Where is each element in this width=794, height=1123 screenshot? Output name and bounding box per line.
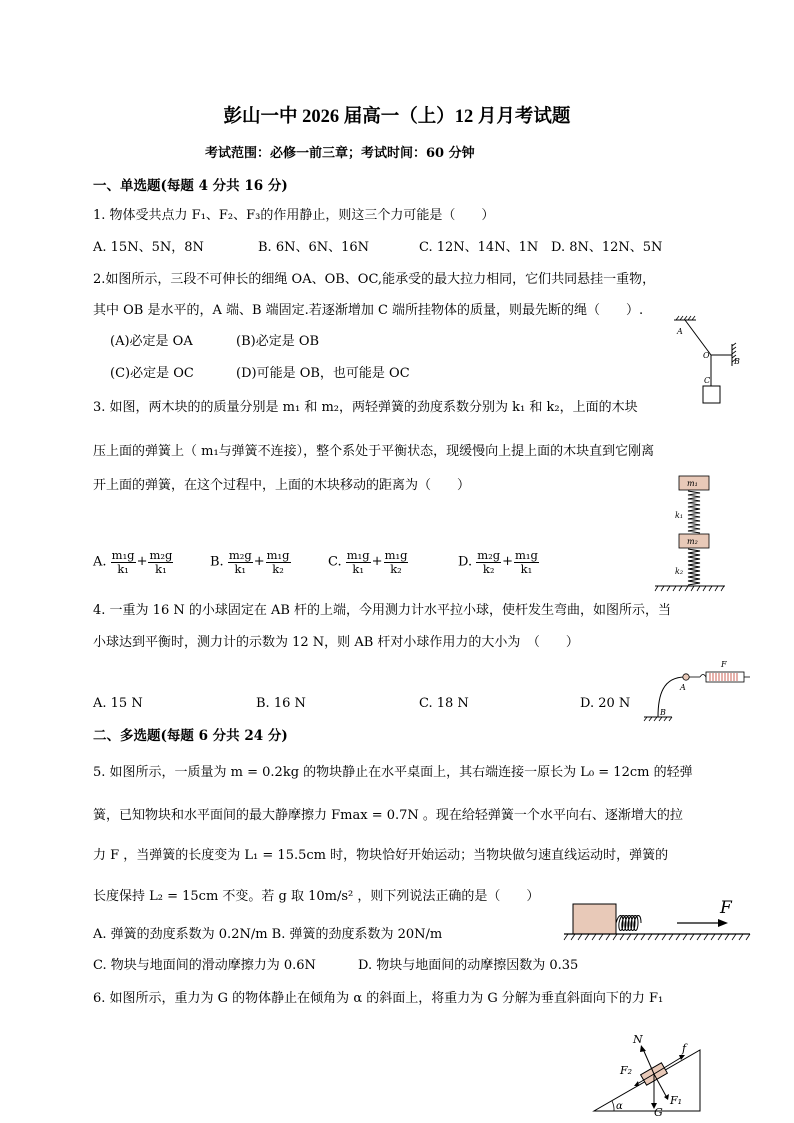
fraction: $\frac{\text{m₁g}}{\text{k₁}}$ xyxy=(346,547,370,576)
fraction: $\frac{\text{m₁g}}{\text{k₂}}$ xyxy=(384,547,408,576)
q4-option-a: A. 15 N xyxy=(93,696,143,711)
q3-option-d-letter: D. xyxy=(458,554,473,570)
q1-option-b: B. 6N、6N、16N xyxy=(258,240,370,255)
q6-incline-figure xyxy=(588,1030,708,1118)
q2-stem-line2: 其中 OB 是水平的，A 端、B 端固定.若逐渐增加 C 端所挂物体的质量，则最先断的绳（ ）. xyxy=(93,303,644,318)
q6-label-g: G xyxy=(654,1106,663,1118)
fraction: $\frac{\text{m₂g}}{\text{k₂}}$ xyxy=(477,547,501,576)
q3-option-a: A. $\frac{\text{m₁g}}{\text{k₁}}$ + $\frac{\text{m₂g}}{\text{k₁}}$ xyxy=(93,547,173,576)
fraction: $\frac{\text{m₁g}}{\text{k₁}}$ xyxy=(111,547,135,576)
q5-block-spring-figure xyxy=(560,893,755,945)
q5-stem-line1: 5. 如图所示，一质量为 m = 0.2kg 的物块静止在水平桌面上，其右端连接一原长为 L₀ = 12cm 的轻弹 xyxy=(93,765,693,780)
q4-stem-line2: 小球达到平衡时，测力计的示数为 12 N，则 AB 杆对小球作用力的大小为 （ ） xyxy=(93,635,579,650)
q3-label-k2: k₂ xyxy=(675,567,684,576)
q2-stem-line1: 2.如图所示，三段不可伸长的细绳 OA、OB、OC,能承受的最大拉力相同，它们共同悬挂一重物， xyxy=(93,272,656,287)
q5-option-ab: A. 弹簧的劲度系数为 0.2N/m B. 弹簧的劲度系数为 20N/m xyxy=(93,927,443,942)
q3-option-c-letter: C. xyxy=(328,554,342,570)
q3-option-c: C. $\frac{\text{m₁g}}{\text{k₁}}$ + $\frac{\text{m₁g}}{\text{k₂}}$ xyxy=(328,547,408,576)
section-heading-multi-choice: 二、多选题(每题 6 分共 24 分) xyxy=(93,728,288,744)
q3-option-d: D. $\frac{\text{m₂g}}{\text{k₂}}$ + $\frac{\text{m₁g}}{\text{k₁}}$ xyxy=(458,547,538,576)
q6-stem-line1: 6. 如图所示，重力为 G 的物体静止在倾角为 α 的斜面上，将重力为 G 分解为垂直斜面向下的力 F₁ xyxy=(93,991,664,1006)
q2-label-a: A xyxy=(677,327,683,336)
q1-option-d: D. 8N、12N、5N xyxy=(551,240,663,255)
q3-option-b-letter: B. xyxy=(210,554,224,570)
q4-option-b: B. 16 N xyxy=(256,696,306,711)
fraction: $\frac{\text{m₂g}}{\text{k₁}}$ xyxy=(149,547,173,576)
q2-label-c: C xyxy=(704,376,711,385)
q2-option-c: (C)必定是 OC xyxy=(110,366,194,381)
q4-option-c: C. 18 N xyxy=(419,696,469,711)
q5-stem-line3: 力 F ，当弹簧的长度变为 L₁ = 15.5cm 时，物块恰好开始运动；当物块做匀速直线运动时，弹簧的 xyxy=(93,848,669,863)
q2-label-b: B xyxy=(734,357,740,366)
q6-label-alpha: α xyxy=(616,1101,623,1112)
q2-option-d: (D)可能是 OB，也可能是 OC xyxy=(236,366,410,381)
q4-label-f: F xyxy=(721,660,727,669)
page-title: 彭山一中 2026 届高一（上）12 月月考试题 xyxy=(223,107,571,127)
q3-stem-line3: 开上面的弹簧，在这个过程中，上面的木块移动的距离为（ ） xyxy=(93,478,471,493)
q5-option-d: D. 物块与地面间的动摩擦因数为 0.35 xyxy=(358,958,579,973)
q3-option-b: B. $\frac{\text{m₂g}}{\text{k₁}}$ + $\frac{\text{m₁g}}{\text{k₂}}$ xyxy=(210,547,290,576)
q5-option-c: C. 物块与地面间的滑动摩擦力为 0.6N xyxy=(93,958,316,973)
q2-option-b: (B)必定是 OB xyxy=(236,334,320,349)
fraction: $\frac{\text{m₂g}}{\text{k₁}}$ xyxy=(228,547,252,576)
q3-stem-line2: 压上面的弹簧上（ m₁与弹簧不连接），整个系处于平衡状态，现缓慢向上提上面的木块直到它刚离 xyxy=(93,444,655,459)
q1-option-a: A. 15N、5N，8N xyxy=(93,240,204,255)
q4-rod-figure xyxy=(638,655,753,723)
q3-label-m2: m₂ xyxy=(687,537,698,546)
q3-label-m1: m₁ xyxy=(687,479,698,488)
q3-stem-line1: 3. 如图，两木块的的质量分别是 m₁ 和 m₂，两轻弹簧的劲度系数分别为 k₁ 和 k₂，上面的木块 xyxy=(93,400,638,415)
q4-option-d: D. 20 N xyxy=(580,696,631,711)
q5-stem-line4: 长度保持 L₂ = 15cm 不变。若 g 取 10m/s² ，则下列说法正确的是（ ） xyxy=(93,889,540,904)
q6-label-f: f xyxy=(682,1042,687,1055)
q1-stem: 1. 物体受共点力 F₁、F₂、F₃的作用静止，则这三个力可能是（ ） xyxy=(93,208,495,223)
q4-stem-line1: 4. 一重为 16 N 的小球固定在 AB 杆的上端，今用测力计水平拉小球，使杆发生弯曲，如图所示，当 xyxy=(93,603,672,618)
section-heading-single-choice: 一、单选题(每题 4 分共 16 分) xyxy=(93,178,288,194)
exam-info: 考试范围：必修一前三章；考试时间：60 分钟 xyxy=(205,146,475,161)
q2-rope-figure xyxy=(668,314,743,409)
q5-stem-line2: 簧，已知物块和水平面间的最大静摩擦力 Fmax = 0.7N 。现在给轻弹簧一个水平向右、逐渐增大的拉 xyxy=(93,808,683,823)
q6-label-n: N xyxy=(633,1033,643,1046)
fraction: $\frac{\text{m₁g}}{\text{k₁}}$ xyxy=(515,547,538,576)
q4-label-a: A xyxy=(680,683,686,692)
q6-label-f1: F₁ xyxy=(670,1094,683,1107)
q3-label-k1: k₁ xyxy=(675,511,684,520)
q2-label-o: O xyxy=(703,351,710,360)
q5-label-f: F xyxy=(720,898,732,918)
fraction: $\frac{\text{m₁g}}{\text{k₂}}$ xyxy=(266,547,290,576)
q2-option-a: (A)必定是 OA xyxy=(110,334,193,349)
q1-option-c: C. 12N、14N、1N xyxy=(419,240,539,255)
q3-option-a-letter: A. xyxy=(93,554,107,570)
q4-label-b: B xyxy=(660,708,666,717)
q6-label-f2: F₂ xyxy=(620,1064,633,1077)
q3-spring-figure xyxy=(650,472,730,597)
